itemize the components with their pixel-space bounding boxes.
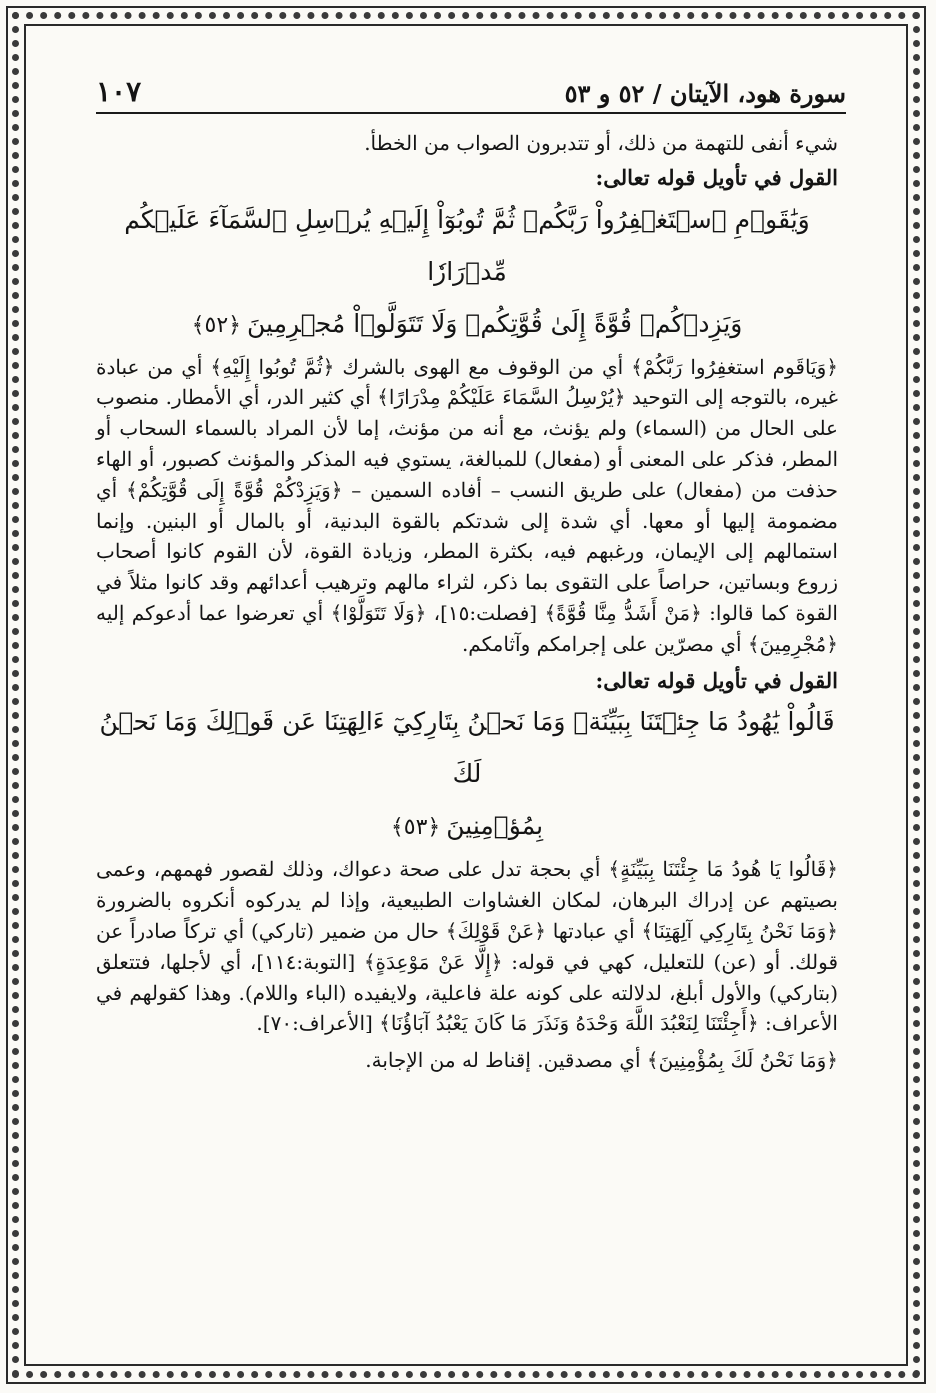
- verse-53-line-2: [96, 800, 838, 854]
- commentary-verse-53: ﴿قَالُوا يَا هُودُ مَا جِئْتَنَا بِبَيِّنَةٍ﴾ أي بحجة تدل على صحة دعواك، وذلك لقصور فهمهم، وعمى بصيتهم عن إدراك البرهان، لمكان الغشاوات الطبيعية، وإذا لم يدركوه أنكروه بالضرورة ﴿وَمَا نَحْنُ بِتَارِكِي آلِهَتِنَا﴾ أي عبادتها ﴿عَنْ قَوْلِكَ﴾ حال من ضمير (تاركي) أي تركاً صادراً عن قولك. أو (عن) للتعليل، كهي في قوله: ﴿إِلَّا عَنْ مَوْعِدَةٍ﴾ [التوبة:١١٤]، أي لأجلها، فتتعلق (بتاركي) والأول أبلغ، لدلالته على كونه علة فاعلية، ولايفيده (الباء واللام). وهذا كقولهم في الأعراف: ﴿أَجِئْتَنَا لِنَعْبُدَ اللَّهَ وَحْدَهُ وَنَذَرَ مَا كَانَ يَعْبُدُ آبَاؤُنَا﴾ [الأعراف:٧٠].: [96, 857, 839, 1036]
- verse-52-line-1: وَيَٰقَوۡمِ ٱسۡتَغۡفِرُواْ رَبَّكُمۡ ثُمَّ تُوبُوٓاْ إِلَيۡهِ يُرۡسِلِ ٱلسَّمَآءَ عَلَيۡكُم مِّدۡرَارٗا: [124, 204, 810, 286]
- running-head: سورة هود، الآيتان / ٥٢ و ٥٣: [564, 79, 846, 108]
- page-header: [96, 72, 846, 114]
- quran-verse-53: [96, 696, 838, 854]
- verse-52-number-mark: ﴿٥٢﴾: [191, 312, 242, 338]
- verse-52-line-2: [96, 298, 838, 352]
- page-number: ١٠٧: [96, 75, 142, 108]
- verse-53-line-2-text: بِمُؤۡمِنِينَ: [446, 811, 544, 841]
- verse-52-line-2-text: وَيَزِدۡكُمۡ قُوَّةً إِلَىٰ قُوَّتِكُمۡ وَلَا تَتَوَلَّوۡاْ مُجۡرِمِينَ: [247, 308, 743, 338]
- verse-53-number-mark: ﴿٥٣﴾: [390, 815, 441, 841]
- intro-paragraph: شيء أنفى للتهمة من ذلك، أو تتدبرون الصواب من الخطأ.: [364, 131, 838, 155]
- section-heading-2: القول في تأويل قوله تعالى:: [595, 667, 838, 693]
- section-heading-1: القول في تأويل قوله تعالى:: [595, 164, 838, 190]
- quran-verse-52: [96, 194, 838, 352]
- verse-53-line-1: قَالُواْ يَٰهُودُ مَا جِئۡتَنَا بِبَيِّنَةٖ وَمَا نَحۡنُ بِتَارِكِيٓ ءَالِهَتِنَا عَن قَوۡلِكَ وَمَا نَحۡنُ لَكَ: [99, 707, 835, 789]
- page-body: [96, 128, 838, 1363]
- commentary-verse-52: ﴿وَيَاقَوم استغفِرُوا رَبَّكُمْ﴾ أي من الوقوف مع الهوى بالشرك ﴿ثُمَّ تُوبُوا إِلَيْهِ﴾ أي من عبادة غيره، بالتوجه إلى التوحيد ﴿يُرْسِلُ السَّمَاءَ عَلَيْكُمْ مِدْرَارًا﴾ أي كثير الدر، أي الأمطار. منصوب على الحال من (السماء) ولم يؤنث، مع أنه من مؤنث، إما لأن المراد بالسماء السحاب أو المطر، فذكر على المعنى أو (مفعال) للمبالغة، يستوي فيه المذكر والمؤنث كصبور، أو الهاء حذفت من (مفعال) على طريق النسب – أفاده السمين – ﴿وَيَزِدْكُمْ قُوَّةً إِلَى قُوَّتِكُمْ﴾ أي مضمومة إليها أو معها. أي شدة إلى شدتكم بالقوة البدنية، أو بالمال أو البنين. وإنما استمالهم إلى الإيمان، ورغبهم فيه، بكثرة المطر، وزيادة القوة، لأن القوم كانوا أصحاب زروع وبساتين، حراصاً على التقوى بما ذكر، لثراء مالهم وترهيب أعدائهم وقد كانوا مثلاً في القوة كما قالوا: ﴿مَنْ أَشَدُّ مِنَّا قُوَّةً﴾ [فصلت:١٥]، ﴿وَلَا تَتَوَلَّوْا﴾ أي تعرضوا عما أدعوكم إليه ﴿مُجْرِمِينَ﴾ أي مصرّين على إجرامكم وآثامكم.: [96, 354, 838, 656]
- commentary-verse-53-end: ﴿وَمَا نَحْنُ لَكَ بِمُؤْمِنِينَ﴾ أي مصدقين. إقناط له من الإجابة.: [365, 1048, 838, 1073]
